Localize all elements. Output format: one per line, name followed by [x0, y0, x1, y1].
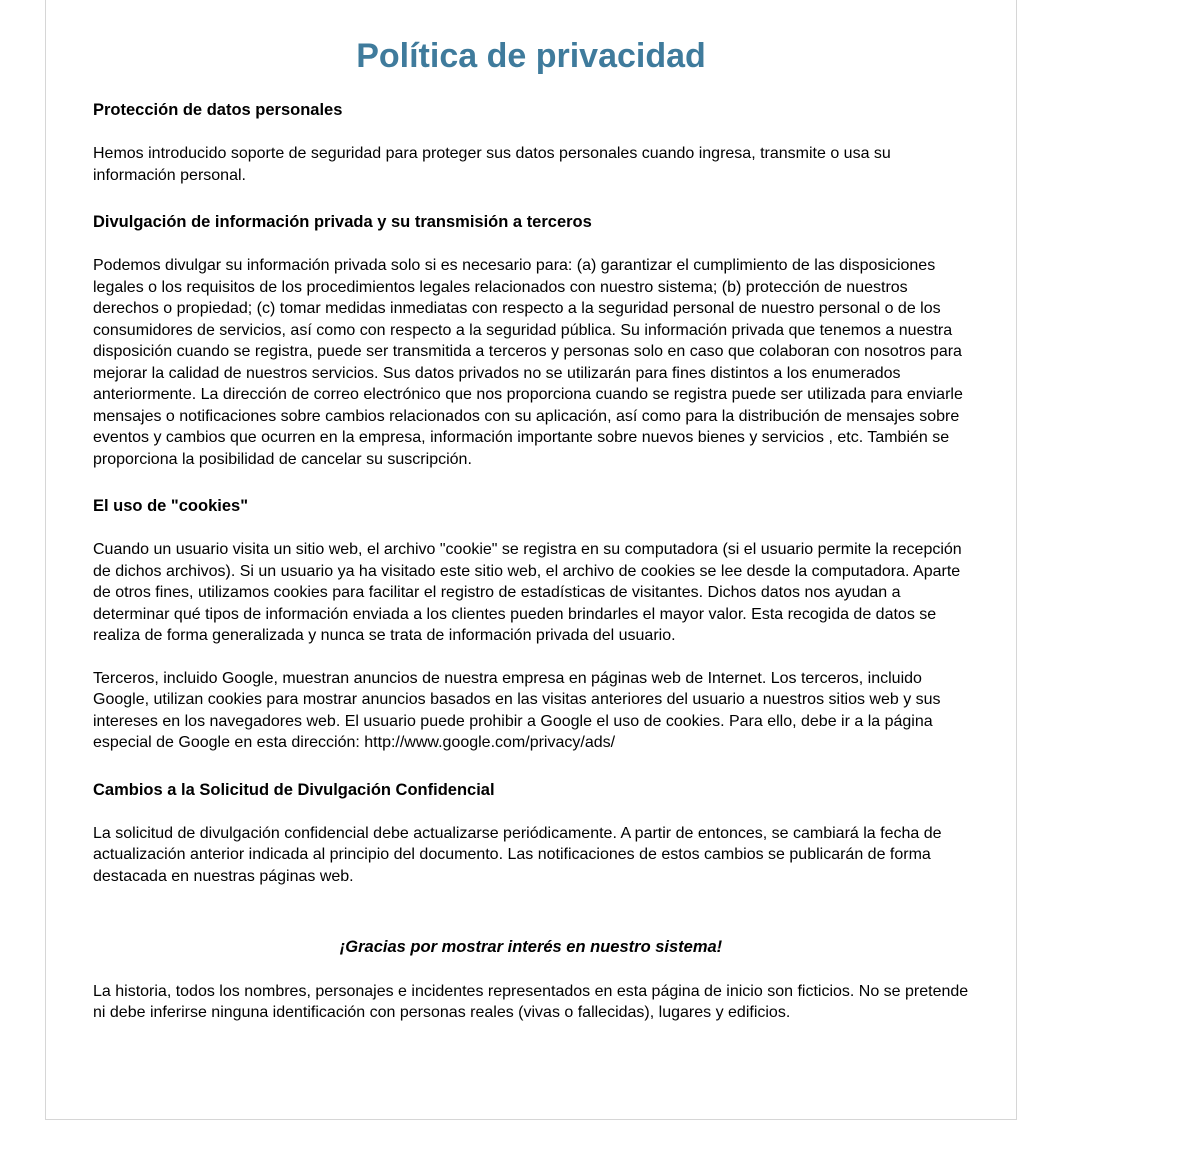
- section-paragraph: Podemos divulgar su información privada solo si es necesario para: (a) garantizar el cumplimiento de las disposiciones legales o los requisitos de los procedimientos legales relacionados con nuestro sistema; (b) protección de nuestros derechos o propiedad; (c) tomar medidas inmediatas con respecto a la seguridad personal de nuestro personal o de los consumidores de servicios, así como con respecto a la seguridad pública. Su información privada que tenemos a nuestra disposición cuando se registra, puede ser transmitida a terceros y personas solo en caso que colaboran con nosotros para mejorar la calidad de nuestros servicios. Sus datos privados no se utilizarán para fines distintos a los enumerados anteriormente. La dirección de correo electrónico que nos proporciona cuando se registra puede ser utilizada para enviarle mensajes o notificaciones sobre cambios relacionados con su aplicación, así como para la distribución de mensajes sobre eventos y cambios que ocurren en la empresa, información importante sobre nuevos bienes y servicios , etc. También se proporciona la posibilidad de cancelar su suscripción.: [93, 257, 963, 468]
- section-paragraph: Terceros, incluido Google, muestran anuncios de nuestra empresa en páginas web de Internet. Los terceros, incluido Google, utilizan cookies para mostrar anuncios basados en las visitas anteriores del usuario a nuestros sitios web y sus intereses en los navegadores web. El usuario puede prohibir a Google el uso de cookies. Para ello, debe ir a la página especial de Google en esta dirección: http://www.google.com/privacy/ads/: [93, 669, 941, 751]
- section-paragraph: Cuando un usuario visita un sitio web, el archivo "cookie" se registra en su computadora (si el usuario permite la recepción de dichos archivos). Si un usuario ya ha visitado este sitio web, el archivo de cookies se lee desde la computadora. Aparte de otros fines, utilizamos cookies para facilitar el registro de estadísticas de visitantes. Dichos datos nos ayudan a determinar qué tipos de información enviada a los clientes pueden brindarles el mayor valor. Esta recogida de datos se realiza de forma generalizada y nunca se trata de información privada del usuario.: [93, 541, 962, 644]
- section-heading-data-protection: Protección de datos personales: [93, 101, 343, 119]
- section-data-protection: [93, 100, 969, 186]
- section-heading-cookies: El uso de "cookies": [93, 497, 249, 515]
- section-heading-changes: Cambios a la Solicitud de Divulgación Confidencial: [93, 780, 495, 799]
- thanks-note: ¡Gracias por mostrar interés en nuestro sistema!: [339, 938, 723, 956]
- section-changes: [93, 780, 969, 888]
- section-disclosure: [93, 212, 969, 470]
- section-paragraph: Hemos introducido soporte de seguridad para proteger sus datos personales cuando ingresa, transmite o usa su información personal.: [93, 145, 891, 184]
- page-title: Política de privacidad: [356, 37, 706, 75]
- privacy-policy-card: [45, 0, 1017, 1120]
- fiction-disclaimer: La historia, todos los nombres, personajes e incidentes representados en esta página de inicio son ficticios. No se pretende ni debe inferirse ninguna identificación con personas reales (vivas o fallecidas), lugares y edificios.: [93, 982, 969, 1021]
- section-paragraph: La solicitud de divulgación confidencial debe actualizarse periódicamente. A partir de entonces, se cambiará la fecha de actualización anterior indicada al principio del documento. Las notificaciones de estos cambios se publicarán de forma destacada en nuestras páginas web.: [93, 824, 942, 885]
- section-heading-disclosure: Divulgación de información privada y su transmisión a terceros: [93, 213, 592, 231]
- section-cookies: [93, 496, 969, 754]
